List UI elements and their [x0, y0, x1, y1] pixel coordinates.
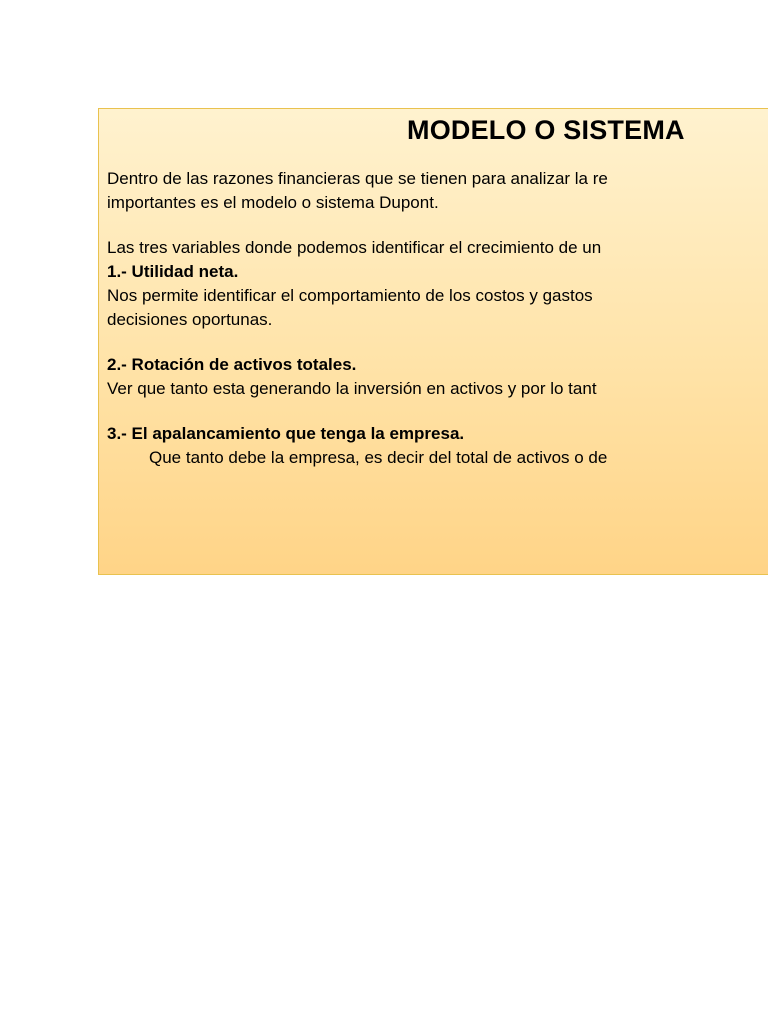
item-1-line-2: decisiones oportunas.	[107, 310, 273, 329]
item-3-line-1: Que tanto debe la empresa, es decir del total de activos o de	[149, 448, 608, 467]
text-clip-region	[99, 109, 703, 574]
paragraph-1-line-2: importantes es el modelo o sistema Dupont.	[107, 193, 439, 212]
slide-text-box	[98, 108, 768, 575]
item-2-heading: 2.- Rotación de activos totales.	[107, 355, 357, 374]
item-1-line-1: Nos permite identificar el comportamiento de los costos y gastos	[107, 286, 593, 305]
paragraph-2-line-1: Las tres variables donde podemos identificar el crecimiento de un	[107, 238, 602, 257]
item-1-heading: 1.- Utilidad neta.	[107, 262, 239, 281]
item-2-line-1: Ver que tanto esta generando la inversión en activos y por lo tant	[107, 379, 597, 398]
item-3-heading: 3.- El apalancamiento que tenga la empresa.	[107, 424, 465, 443]
document-title: MODELO O SISTEMA	[407, 115, 685, 145]
paragraph-1-line-1: Dentro de las razones financieras que se tienen para analizar la re	[107, 169, 608, 188]
